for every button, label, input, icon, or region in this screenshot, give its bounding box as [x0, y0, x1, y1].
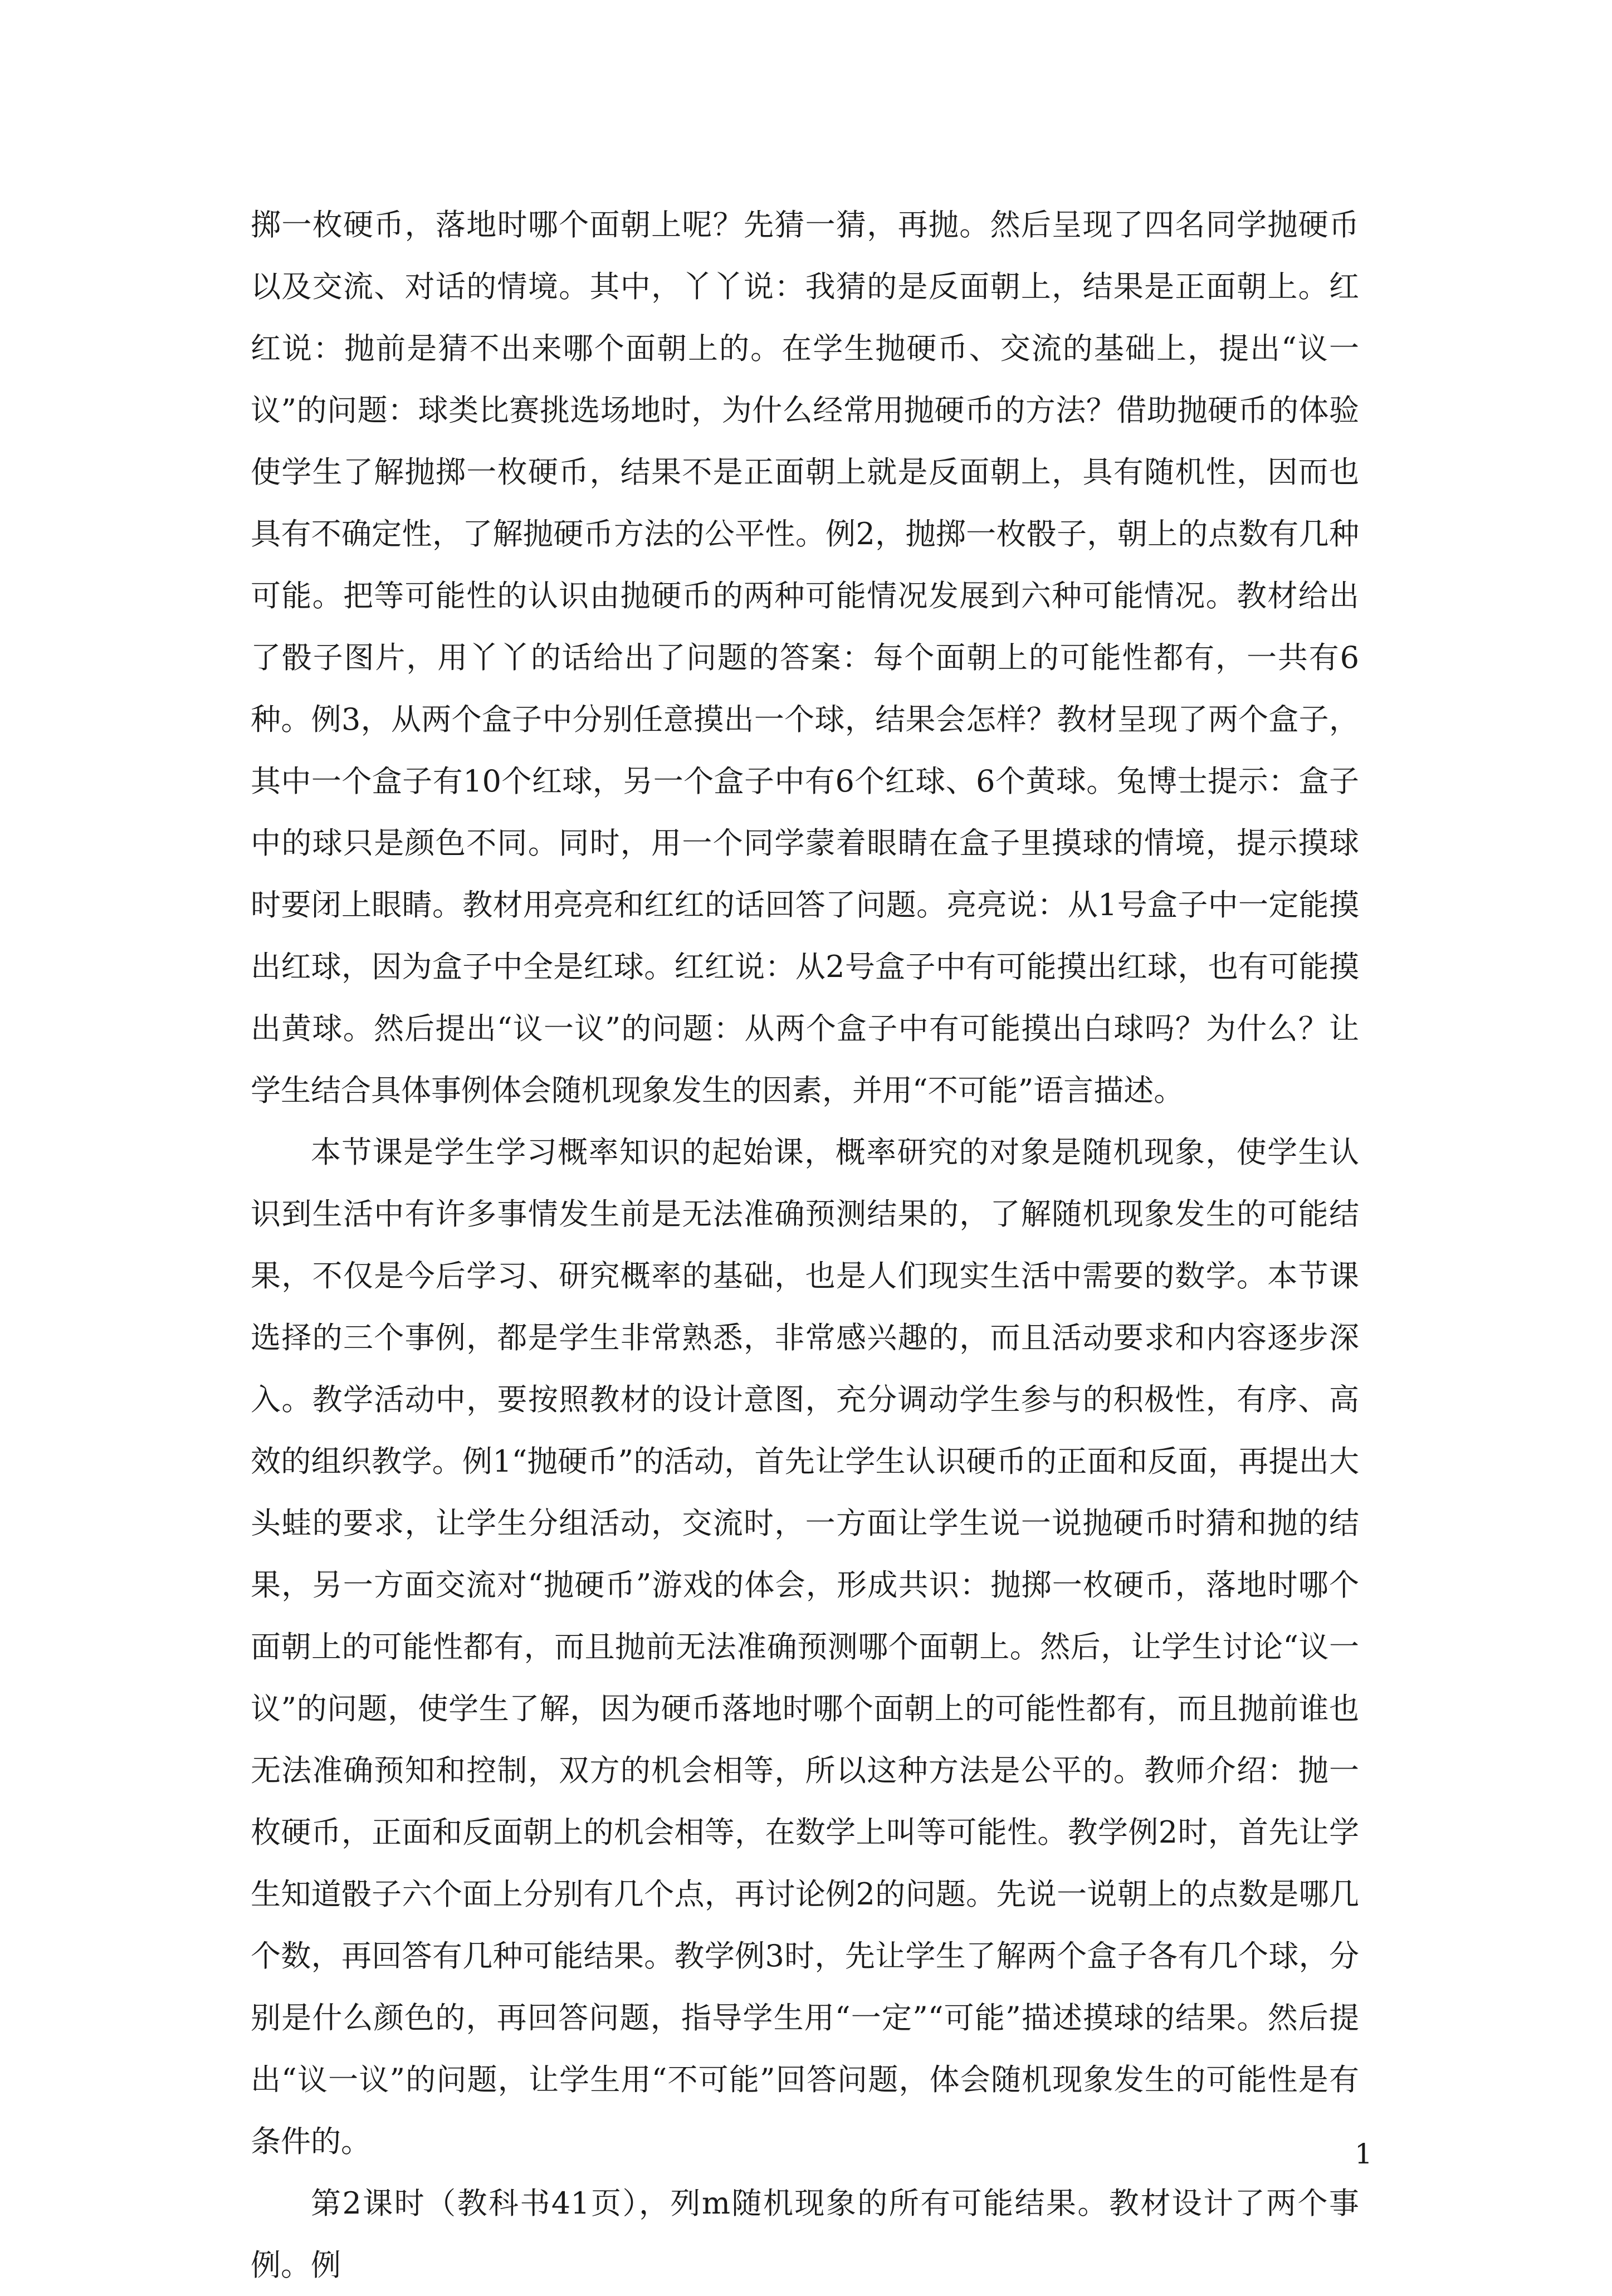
body-text: [251, 194, 1359, 2296]
paragraph-lesson-2: 第2课时（教科书41页），列m随机现象的所有可能结果。教材设计了两个事例。例: [251, 2186, 1359, 2283]
page-number: 1: [1355, 2138, 1372, 2170]
paragraph-lesson-analysis: 本节课是学生学习概率知识的起始课，概率研究的对象是随机现象，使学生认识到生活中有许多事情发生前是无法准确预测结果的，了解随机现象发生的可能结果，不仅是今后学习、研究概率的基础，也是人们现实生活中需要的数学。本节课选择的三个事例，都是学生非常熟悉，非常感兴趣的，而且活动要求和内容逐步深入。教学活动中，要按照教材的设计意图，充分调动学生参与的积极性，有序、高效的组织教学。例1“抛硬币”的活动，首先让学生认识硬币的正面和反面，再提出大头蛙的要求，让学生分组活动，交流时，一方面让学生说一说抛硬币时猜和抛的结果，另一方面交流对“抛硬币”游戏的体会，形成共识：抛掷一枚硬币，落地时哪个面朝上的可能性都有，而且抛前无法准确预测哪个面朝上。然后，让学生讨论“议一议”的问题，使学生了解，因为硬币落地时哪个面朝上的可能性都有，而且抛前谁也无法准确预知和控制，双方的机会相等，所以这种方法是公平的。教师介绍：抛一枚硬币，正面和反面朝上的机会相等，在数学上叫等可能性。教学例2时，首先让学生知道骰子六个面上分别有几个点，再讨论例2的问题。先说一说朝上的点数是哪几个数，再回答有几种可能结果。教学例3时，先让学生了解两个盒子各有几个球，分别是什么颜色的，再回答问题，指导学生用“一定”“可能”描述摸球的结果。然后提出“议一议”的问题，让学生用“不可能”回答问题，体会随机现象发生的可能性是有条件的。: [251, 1135, 1359, 2159]
paragraph-continued: 掷一枚硬币，落地时哪个面朝上呢？先猜一猜，再抛。然后呈现了四名同学抛硬币以及交流、对话的情境。其中，丫丫说：我猜的是反面朝上，结果是正面朝上。红红说：抛前是猜不出来哪个面朝上的。在学生抛硬币、交流的基础上，提出“议一议”的问题：球类比赛挑选场地时，为什么经常用抛硬币的方法？借助抛硬币的体验使学生了解抛掷一枚硬币，结果不是正面朝上就是反面朝上，具有随机性，因而也具有不确定性，了解抛硬币方法的公平性。例2，抛掷一枚骰子，朝上的点数有几种可能。把等可能性的认识由抛硬币的两种可能情况发展到六种可能情况。教材给出了骰子图片，用丫丫的话给出了问题的答案：每个面朝上的可能性都有，一共有6种。例3，从两个盒子中分别任意摸出一个球，结果会怎样？教材呈现了两个盒子，其中一个盒子有10个红球，另一个盒子中有6个红球、6个黄球。兔博士提示：盒子中的球只是颜色不同。同时，用一个同学蒙着眼睛在盒子里摸球的情境，提示摸球时要闭上眼睛。教材用亮亮和红红的话回答了问题。亮亮说：从1号盒子中一定能摸出红球，因为盒子中全是红球。红红说：从2号盒子中有可能摸出红球，也有可能摸出黄球。然后提出“议一议”的问题：从两个盒子中有可能摸出白球吗？为什么？让学生结合具体事例体会随机现象发生的因素，并用“不可能”语言描述。: [251, 207, 1359, 1108]
